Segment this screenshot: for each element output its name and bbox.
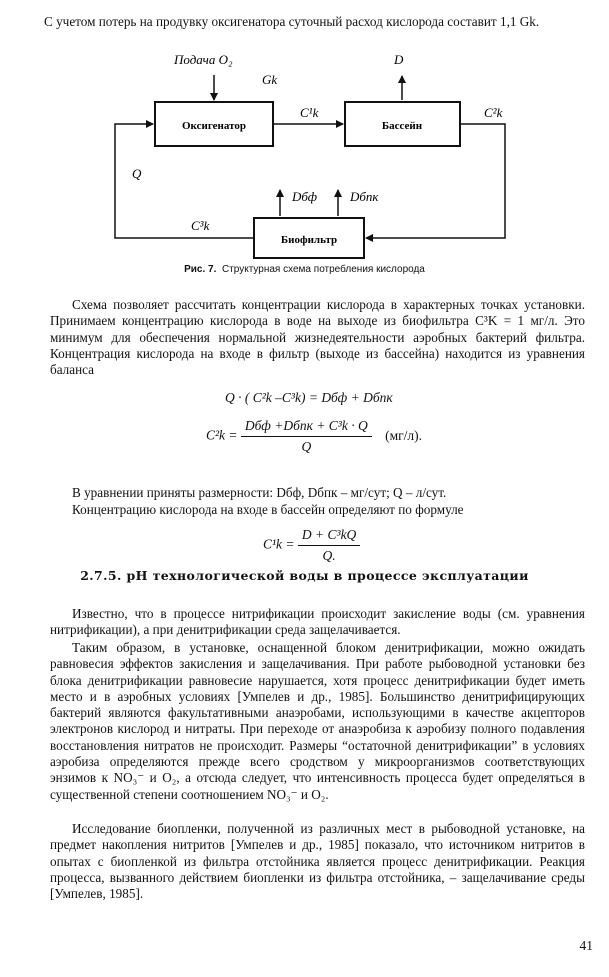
oxygenator-label: Оксигенатор: [181, 120, 247, 132]
pool-label: Бассейн: [381, 120, 423, 132]
paragraph-3: Таким образом, в установке, оснащенной блоком денитрификации, можно ожидать равновесия эффектов закисления и защелачивания. При работе рыбоводной установки без блока денитрификации равновесие нарушается, хотя процесс денитрификации будет иметь место и в аэробных условиях [Умпелев и др., 1985]. Большинство денитрифицирующих бактерий являются факультативными анаэробами, использующими в качестве акцепторов электронов кислород и нитраты. При переходе от анаэробиза к аэробизу полного подавления восстановления нитратов не происходит. Размеры “остаточной денитрификации” в условиях аэробиза определяются прежде всего сродством у микроорганизмов соответствующих энзимов к NO₃⁻ и O₂, а отсюда следует, что интенсивность процесса будет определяться в существенной степени соотношением NO₃⁻ и O₂.: [50, 640, 585, 802]
eq3-lhs: C¹k =: [263, 536, 295, 552]
eq2-lhs: C²k =: [206, 427, 238, 443]
equation-c1: [263, 527, 360, 564]
figure-caption: [0, 264, 609, 275]
eq2-unit: (мг/л).: [385, 427, 423, 443]
dbf-label: Dбф: [292, 189, 317, 204]
paragraph-4: Исследование биопленки, полученной из различных мест в рыбоводной установке, на предмет накопления нитритов [Умпелев и др., 1985] показало, что источником нитритов в опытах с биопленкой из фильтра отстойника является процесс денитрификации. Реакция процесса, вызванного действием биопленки из фильтра отстойника, – защелачивание среды [Умпелев, 1985].: [50, 821, 585, 902]
oxygen-consumption-diagram: [0, 40, 609, 265]
c1-label: C¹k: [300, 105, 319, 120]
d-label: D: [394, 52, 404, 67]
q-label: Q: [132, 166, 142, 181]
formula-intro-line: Концентрацию кислорода на входе в бассейн определяют по формуле: [72, 502, 464, 517]
eq3-fraction: [298, 527, 360, 564]
eq2-numerator: Dбф +Dбпк + C³k · Q: [241, 418, 372, 437]
eq2-fraction: [241, 418, 372, 455]
eq2-denominator: Q: [301, 439, 312, 454]
equation-balance: Q · ( C²k –C³k) = Dбф + Dбпк: [225, 390, 393, 405]
c2-label: C²k: [484, 105, 503, 120]
c3-label: C³k: [191, 218, 210, 233]
biofilter-label: Биофильтр: [280, 234, 338, 246]
dimensions-line: В уравнении приняты размерности: Dбф, Dбпк – мг/сут; Q – л/сут.: [72, 485, 447, 500]
top-line: С учетом потерь на продувку оксигенатора суточный расход кислорода составит 1,1 Gk.: [44, 14, 540, 29]
eq3-denominator: Q.: [322, 548, 336, 563]
supply-label: Подача O₂: [174, 52, 233, 67]
section-heading: 2.7.5. pH технологической воды в процессе эксплуатации: [80, 568, 529, 583]
page-number: 41: [579, 938, 593, 953]
dbpk-label: Dбпк: [350, 189, 379, 204]
caption-prefix: Рис. 7.: [184, 264, 217, 275]
equation-c2: [206, 418, 422, 455]
paragraph-1: Схема позволяет рассчитать концентрации кислорода в характерных точках установки. Принимаем концентрацию кислорода в воде на выходе из биофильтра C³K = 1 мг/л. Это минимум для обеспечения нормальной жизнедеятельности аэробных бактерий фильтра. Концентрация кислорода на входе в фильтр (выходе из бассейна) находится из уравнения баланса: [50, 297, 585, 378]
paragraph-2: Известно, что в процессе нитрификации происходит закисление воды (см. уравнения нитрификации), а при денитрификации среда защелачивается.: [50, 606, 585, 638]
caption-text: Структурная схема потребления кислорода: [221, 264, 425, 275]
eq3-numerator: D + C³kQ: [298, 527, 360, 546]
gk-label: Gk: [262, 72, 278, 87]
